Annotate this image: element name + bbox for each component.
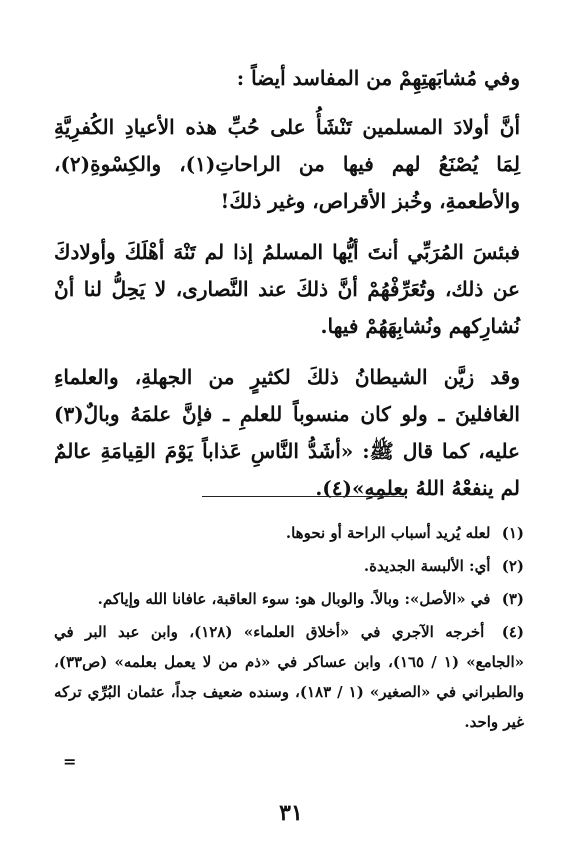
footnote-number: (٢): [501, 557, 524, 575]
footnote-number: (١): [501, 524, 524, 542]
footnote: [54, 551, 524, 581]
footnote: [54, 617, 524, 737]
footnotes: [54, 518, 524, 740]
page-number: ٣١: [279, 800, 303, 826]
continuation-mark: =: [63, 752, 77, 771]
footnote-number: (٤): [501, 623, 524, 641]
footnote: [54, 584, 524, 614]
footnote-text: أخرجه الآجري في «أخلاق العلماء» (١٢٨)، وابن عبد البر في «الجامع» (١ / ١٦٥)، وابن عساكر في «ذم من لا يعمل بعلمه» (ص٣٣)، والطبراني في «الصغير» (١ / ١٨٣)، وسنده ضعيف جداً، عثمان البُرِّي تركه غير واحد.: [54, 623, 524, 731]
paragraph: أنَّ أولادَ المسلمين تَنْشَأُ على حُبِّ هذه الأعيادِ الكُفرِيَّةِ لِمَا يُصْنَعُ لهم فيها من الراحاتِ(١)، والكِسْوةِ(٢)، والأطعمةِ، وخُبز الأقراص، وغير ذلكَ!: [54, 115, 520, 213]
footnote-text: لعله يُريد أسباب الراحة أو نحوها.: [285, 524, 491, 542]
footnote-separator: [202, 496, 404, 497]
paragraph: وفي مُشابَهتِهِمْ من المفاسد أيضاً :: [236, 66, 520, 90]
paragraph: فبئسَ المُرَبِّي أنتَ أيُّها المسلمُ إذا لم تَنْهَ أهْلَكَ وأولادكَ عن ذلك، وتُعَرِّفْهُمْ أنَّ ذلكَ عند النَّصارى، لا يَحِلُّ لنا أنْ نُشارِكهم ونُشابِهَهُمْ فيها.: [54, 240, 520, 338]
paragraph: وقد زيَّن الشيطانُ ذلكَ لكثيرٍ من الجهلةِ، والعلماءِ الغافلينَ ـ ولو كان منسوباً للعلمِ ـ فإنَّ علمَهُ وبالٌ(٣) عليه، كما قال ﷺ: «أشَدُّ النَّاسِ عَذاباً يَوْمَ القِيامَةِ عالمٌ لم ينفعْهُ اللهُ بعلمِهِ»(٤).: [54, 365, 520, 500]
footnote: [54, 518, 524, 548]
footnote-text: أي: الألبسة الجديدة.: [363, 557, 491, 575]
footnote-number: (٣): [501, 590, 524, 608]
main-text: [54, 60, 520, 521]
footnote-text: في «الأصل»: وبالاً. والوبال هو: سوء العاقبة، عافانا الله وإياكم.: [97, 590, 491, 608]
